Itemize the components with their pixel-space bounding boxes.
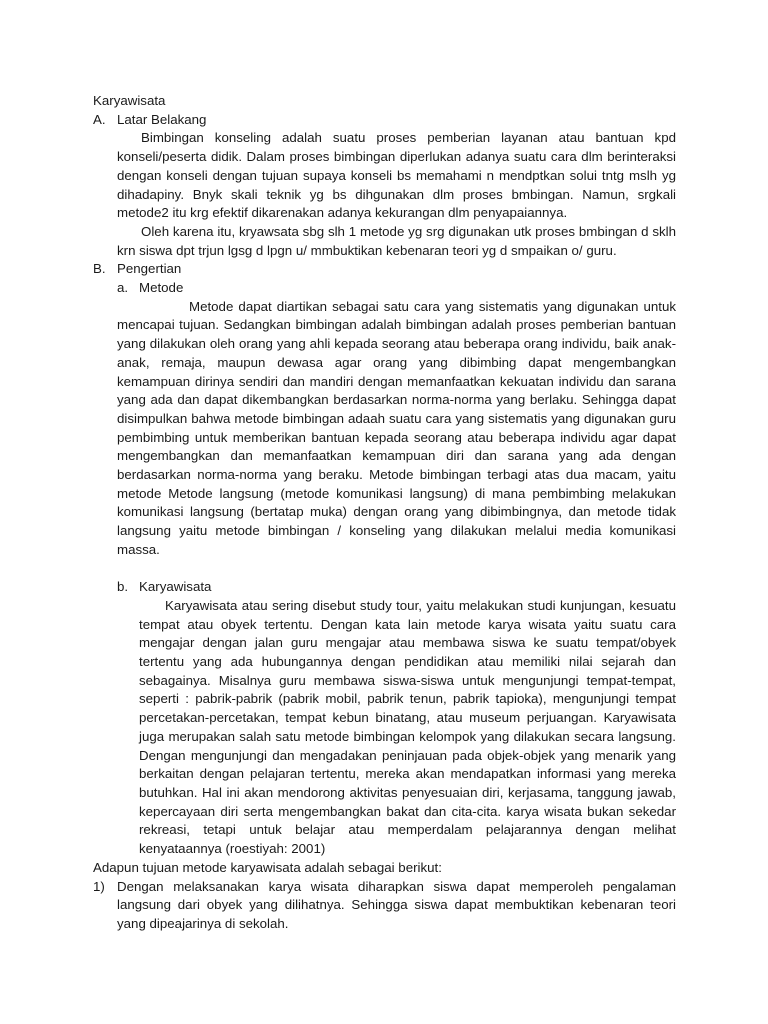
subsection-b-letter: b. (117, 579, 129, 595)
subsection-a-paragraph: Metode dapat diartikan sebagai satu cara yang sistematis yang digunakan untuk mencapai tujuan. Sedangkan bimbingan adalah bimbingan adalah proses pemberian bantuan yang dilakukan oleh orang yang ahli kepada seorang atau beberapa orang individu, baik anak-anak, remaja, maupun dewasa agar orang yang dibimbing dapat mengembangkan kemampuan dirinya sendiri dan mandiri dengan memanfaatkan kekuatan individu dan sarana yang ada dan dapat dikembangkan berdasarkan norma-norma yang berlaku. Sehingga dapat disimpulkan bahwa metode bimbingan adaah suatu cara yang sistematis yang digunakan guru pembimbing untuk memberikan bantuan kepada seorang atau beberapa individu agar dapat mengembangkan dan memanfaatkan kemampuan diri dan sarana yang ada dengan berdasarkan norma-norma yang beraku. Metode bimbingan terbagi atas dua macam, yaitu metode Metode langsung (metode komunikasi langsung) di mana pembimbing melakukan komunikasi langsung (bertatap muka) dengan orang yang dibimbingnya, dan metode tidak langsung yaitu metode bimbingan / konseling yang dilakukan melalui media komunikasi massa. (117, 298, 676, 557)
document-title: Karyawisata (93, 93, 166, 108)
goals-intro: Adapun tujuan metode karyawisata adalah sebagai berikut: (93, 859, 442, 875)
subsection-b-heading (93, 578, 676, 597)
document-body (93, 92, 676, 934)
section-b-heading (93, 260, 676, 279)
subsection-a-title: Metode (139, 280, 184, 296)
section-a-title: Latar Belakang (117, 111, 207, 127)
subsection-a-letter: a. (117, 280, 129, 296)
list-item-text: Dengan melaksanakan karya wisata diharapkan siswa dapat memperoleh pengalaman langsung dari obyek yang dilihatnya. Sehingga siswa dapat membuktikan kebenaran teori yang dipeajarinya di sekolah. (117, 878, 676, 931)
subsection-b-paragraph: Karyawisata atau sering disebut study tour, yaitu melakukan studi kunjungan, kesuatu tempat atau obyek tertentu. Dengan kata lain metode karya wisata yaitu suatu cara mengajar dengan jalan guru mengajar atau membawa siswa ke suatu tempat/obyek tertentu yang ada hubungannya dengan pendidikan atau memiliki nilai sejarah dan sebagainya. Misalnya guru membawa siswa-siswa untuk mengunjungi tempat-tempat, seperti : pabrik-pabrik (pabrik mobil, pabrik tenun, pabrik tapioka), mengunjungi tempat percetakan-percetakan, tempat kebun binatang, atau museum perjuangan. Karyawisata juga merupakan salah satu metode bimbingan kelompok yang dilakukan secara langsung. Dengan mengunjungi dan mengadakan peninjauan pada objek-objek yang menarik yang berkaitan dengan pelajaran tertentu, mereka akan mendapatkan informasi yang mereka butuhkan. Hal ini akan mendorong aktivitas penyesuaian diri, kerjasama, tanggung jawab, kepercayaan diri serta mengembangkan bakat dan cita-cita. karya wisata bukan sekedar rekreasi, tetapi untuk belajar atau memperdalam pelajarannya dengan melihat kenyataannya (roestiyah: 2001) (139, 597, 676, 857)
list-item (93, 878, 676, 934)
section-b-title: Pengertian (117, 261, 182, 277)
section-a-heading (93, 111, 676, 130)
section-a-paragraph-1: Bimbingan konseling adalah suatu proses pemberian layanan atau bantuan kpd konseli/peserta didik. Dalam proses bimbingan diperlukan adanya suatu cara dlm berinteraksi dengan konseli dengan tujuan supaya konseli bs memahami n mendptkan solui tntg mslh yg dihadapiny. Bnyk skali teknik yg bs dihgunakan dlm proses bmbingan. Namun, srgkali metode2 itu krg efektif dikarenakan adanya kekurangan dlm penyapaiannya. (117, 130, 676, 221)
list-item-number: 1) (93, 878, 105, 894)
paragraph-gap (93, 560, 676, 579)
section-a-letter: A. (93, 111, 106, 127)
subsection-b-title: Karyawisata (139, 579, 212, 595)
subsection-a-heading (93, 279, 676, 298)
section-b-letter: B. (93, 261, 106, 277)
section-a-paragraph-2: Oleh karena itu, kryawsata sbg slh 1 metode yg srg digunakan utk proses bmbingan d sklh krn siswa dpt trjun lgsg d lpgn u/ mmbuktikan kebenaran teori yg d smpaikan o/ guru. (117, 223, 676, 258)
